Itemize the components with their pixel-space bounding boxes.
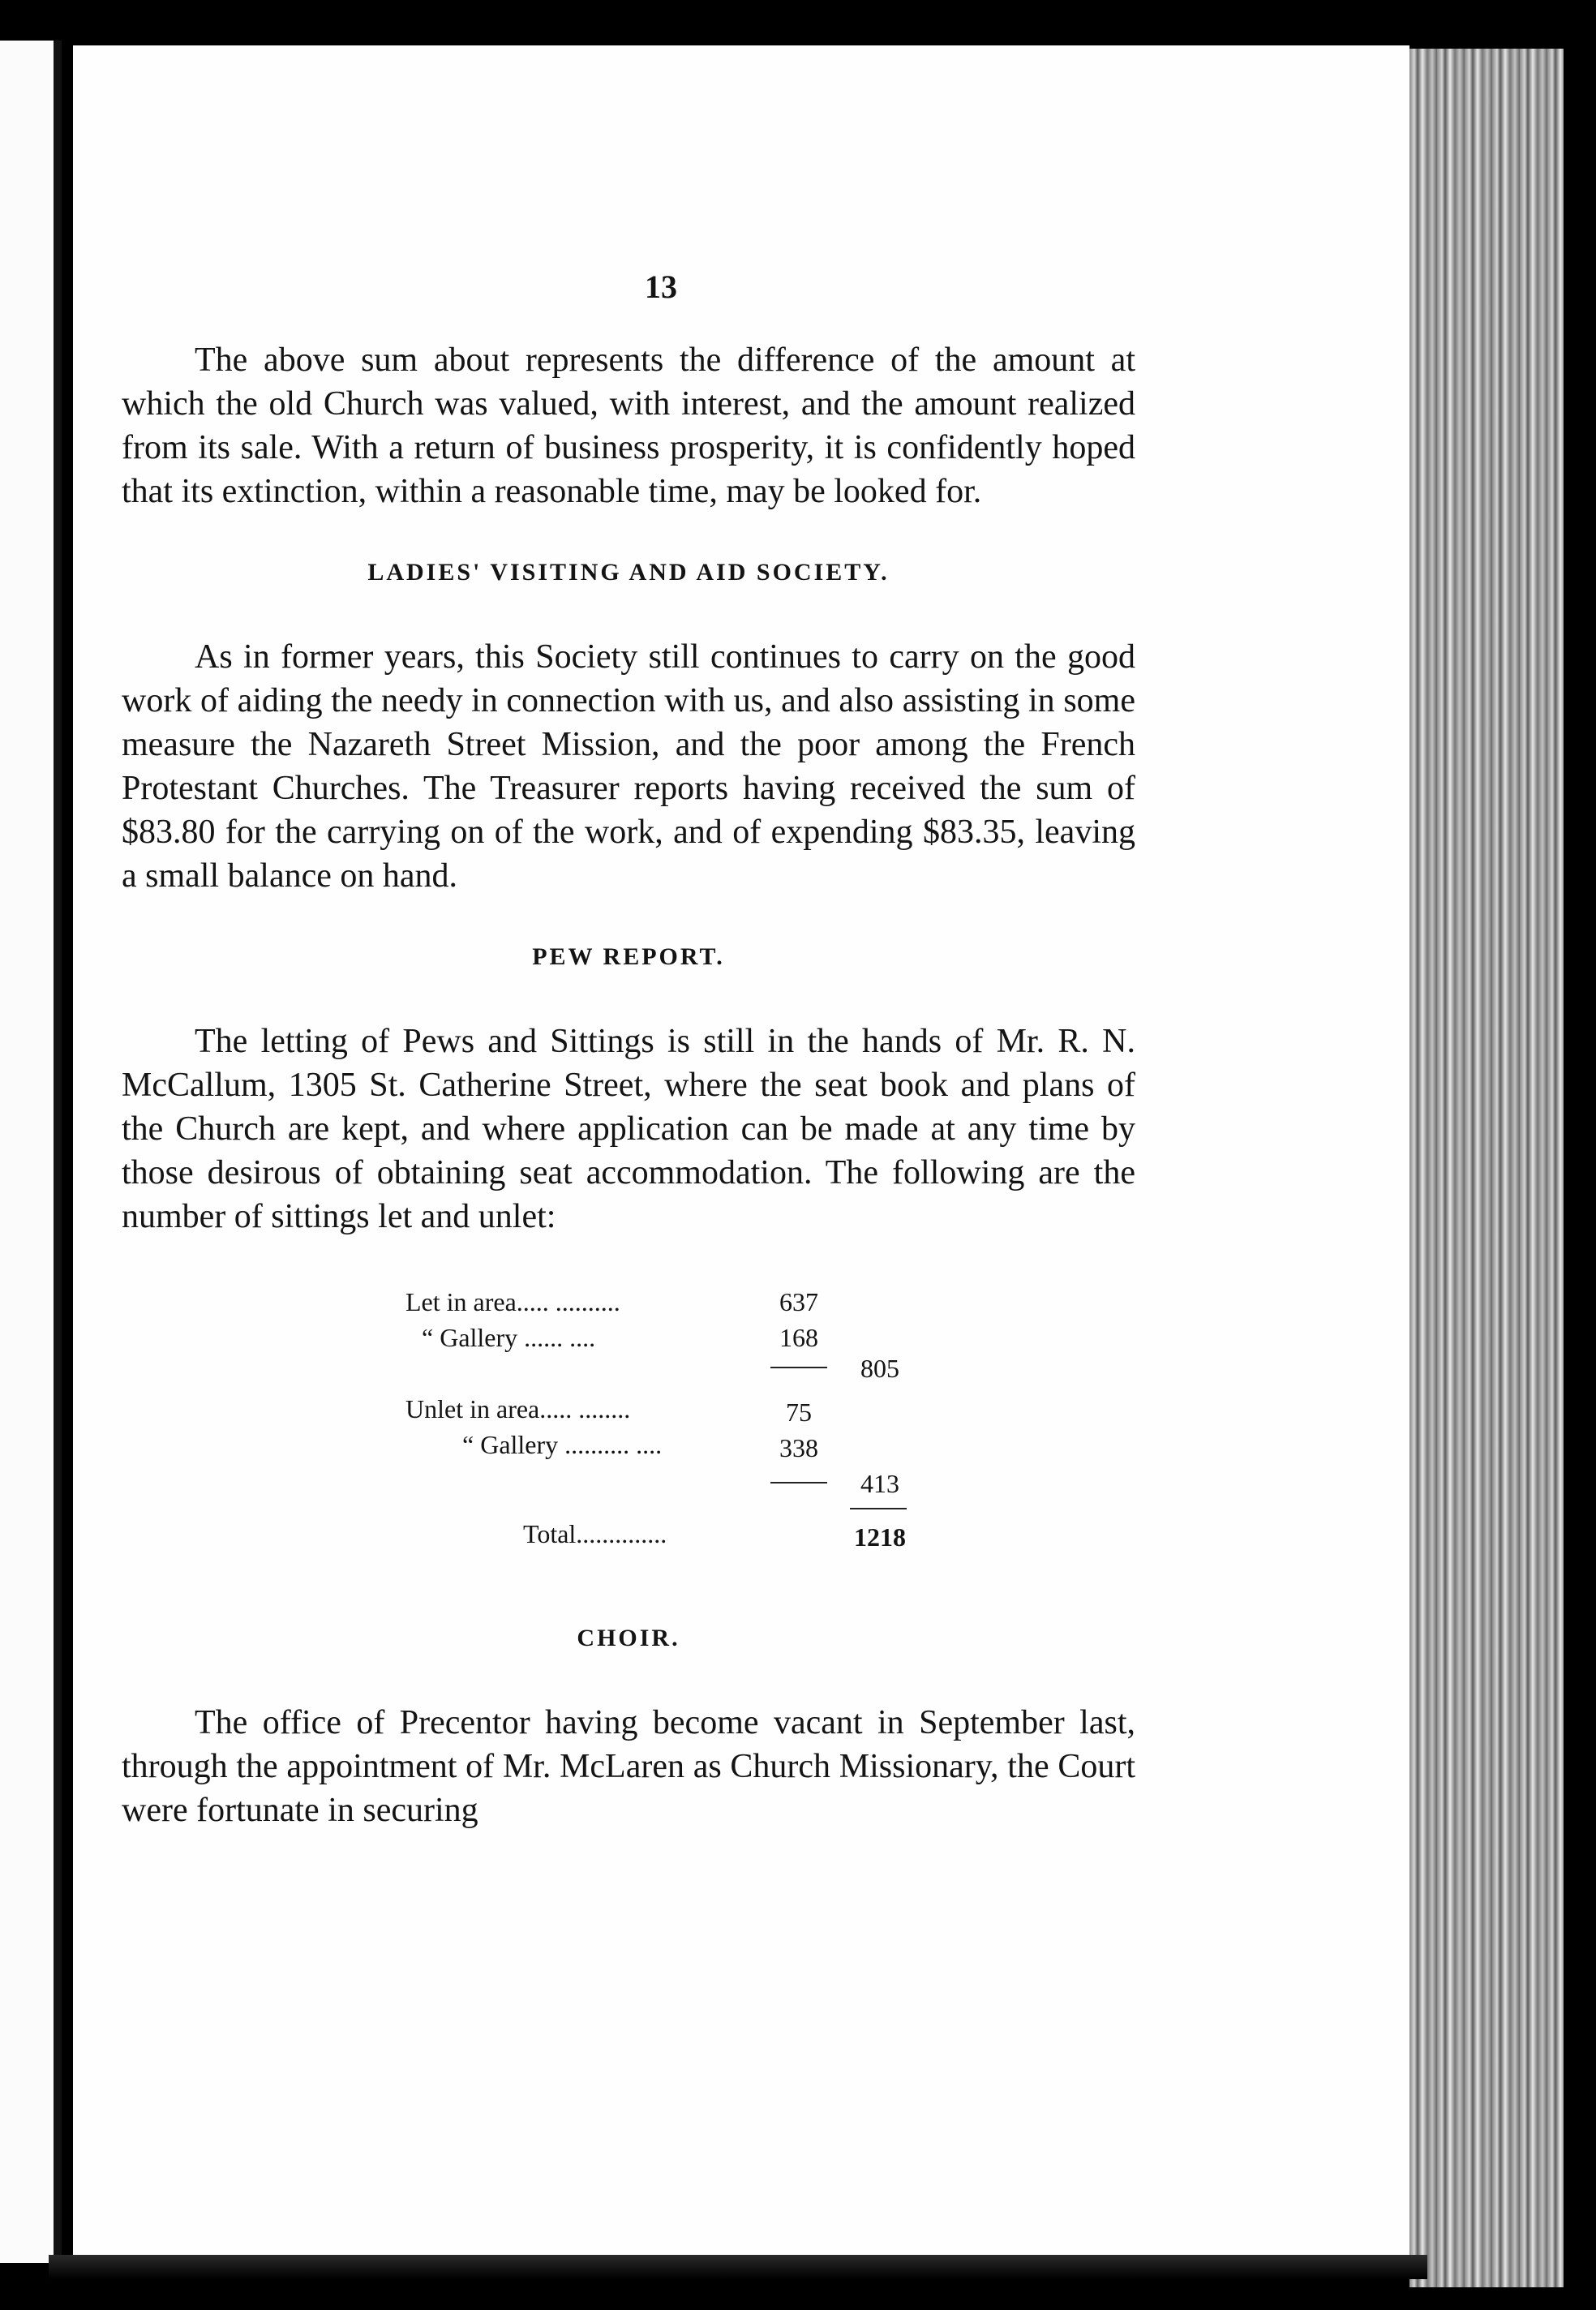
page-bottom-shadow [49,2255,1427,2279]
let-gallery-label: “ Gallery ...... .... [422,1323,596,1352]
let-subtotal: 805 [860,1354,899,1383]
book-page-edges [1409,49,1564,2287]
let-subtotal-rule [770,1367,827,1368]
unlet-area-label: Unlet in area..... ........ [405,1394,631,1423]
let-gallery-value: 168 [779,1323,818,1352]
paragraph-pew-report: The letting of Pews and Sittings is still in the hands of Mr. R. N. McCallum, 1305 St. Catherine Street, where the seat book and plans of the Church are kept, and where application can be made at any time by those desirous of obtaining seat accommodation. The following are the number of sittings let and unlet: [122,1023,1135,1235]
total-rule [850,1508,907,1509]
unlet-subtotal-rule [770,1482,827,1483]
paragraph-debt: The above sum about represents the difference of the amount at which the old Church was valued, with interest, and the amount realized from its sale. With a return of business prosperity, it is confidently hoped that its extinction, within a reasonable time, may be looked for. [122,341,1135,510]
heading-ladies-society: LADIES' VISITING AND AID SOCIETY. [367,559,890,586]
heading-choir: CHOIR. [577,1625,680,1651]
unlet-gallery-label: “ Gallery .......... .... [462,1430,663,1459]
previous-page-edge [0,41,62,2263]
let-area-label: Let in area..... .......... [405,1287,620,1316]
heading-pew-report: PEW REPORT. [532,943,725,970]
total-label: Total.............. [523,1519,667,1548]
page-content [122,268,1135,1832]
let-area-value: 637 [779,1287,818,1316]
unlet-gallery-value: 338 [779,1433,818,1462]
total-value: 1218 [854,1522,906,1552]
unlet-area-value: 75 [786,1398,812,1427]
paragraph-ladies-society: As in former years, this Society still continues to carry on the good work of aiding the needy in connection with us, and also assisting in some measure the Nazareth Street Mission, and the poor among the French Protestant Churches. The Treasurer reports having received the sum of $83.80 for the carrying on of the work, and of expending $83.35, leaving a small balance on hand. [122,638,1135,895]
page-number: 13 [645,268,677,305]
sittings-table [122,1287,1135,1579]
unlet-subtotal: 413 [860,1469,899,1498]
paragraph-choir: The office of Precentor having become vacant in September last, through the appointment of Mr. McLaren as Church Missionary, the Court were fortunate in securing [122,1704,1135,1829]
